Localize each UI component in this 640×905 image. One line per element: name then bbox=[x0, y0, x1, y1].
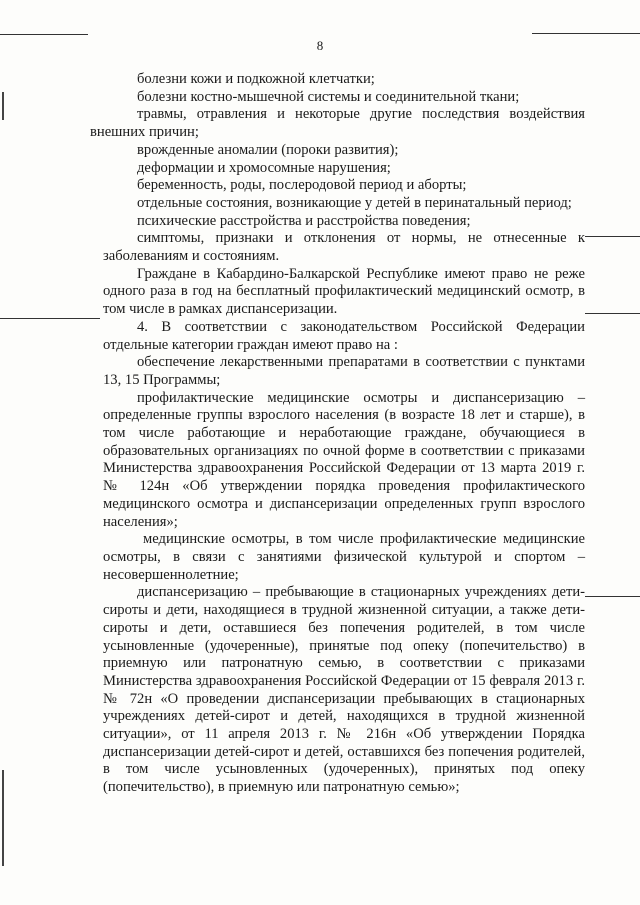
paragraph: диспансеризацию – пребывающие в стационарных учреждениях дети-сироты и дети, находящиеся в трудной жизненной ситуации, а также дети-сироты и дети, оставшиеся без попечения родителей, в том числе усыновленные (удочеренные), принятые под опеку (попечительство) в приемную или патронатную семью, в соответствии с приказами Министерства здравоохранения Российской Федерации от 15 февраля 2013 г. № 72н «О проведении диспансеризации пребывающих в стационарных учреждениях детей-сирот и детей, находящихся в трудной жизненной ситуации», от 11 апреля 2013 г. № 216н «Об утверждении Порядка диспансеризации детей-сирот и детей, оставшихся без попечения родителей, в том числе усыновленных (удочеренных), принятых под опеку (попечительство), в приемную или патронатную семью»; bbox=[103, 584, 585, 796]
paragraph: врожденные аномалии (пороки развития); bbox=[137, 141, 399, 158]
scan-mark-left-bottom bbox=[2, 770, 4, 866]
paragraph: беременность, роды, послеродовой период и аборты; bbox=[137, 177, 467, 194]
paragraph: 4. В соответствии с законодательством Российской Федерации отдельные категории граждан имеют право на : bbox=[103, 318, 585, 353]
paragraph: медицинские осмотры, в том числе профилактические медицинские осмотры, в связи с занятиями физической культурой и спортом – несовершеннолетние; bbox=[103, 531, 585, 583]
scan-line-top-right bbox=[532, 33, 640, 34]
page-number: 8 bbox=[316, 38, 324, 53]
paragraph: Граждане в Кабардино-Балкарской Республике имеют право не реже одного раза в год на бесплатный профилактический медицинский осмотр, в том числе в рамках диспансеризации. bbox=[103, 265, 585, 318]
paragraph: отдельные состояния, возникающие у детей в перинатальный период; bbox=[137, 194, 572, 211]
scan-line-right-2 bbox=[585, 596, 640, 597]
document-body bbox=[90, 71, 585, 797]
paragraph: деформации и хромосомные нарушения; bbox=[137, 159, 391, 176]
paragraph: травмы, отравления и некоторые другие последствия воздействия внешних причин; bbox=[90, 106, 585, 141]
scan-line-right-1 bbox=[585, 313, 640, 314]
paragraph: профилактические медицинские осмотры и диспансеризацию – определенные группы взрослого населения (в возрасте 18 лет и старше), в том числе работающие и неработающие граждане, обучающиеся в образовательных организациях по очной форме в соответствии с приказами Министерства здравоохранения Российской Федерации от 13 марта 2019 г. № 124н «Об утверждении порядка проведения профилактического медицинского осмотра и диспансеризации определенных групп взрослого населения»; bbox=[103, 389, 585, 530]
scan-line-left-1 bbox=[0, 318, 100, 319]
paragraph: симптомы, признаки и отклонения от нормы, не отнесенные к заболеваниям и состояниям. bbox=[103, 230, 585, 265]
scan-line-top-left bbox=[0, 34, 88, 35]
paragraph: болезни костно-мышечной системы и соединительной ткани; bbox=[137, 88, 520, 105]
scan-line-right-3 bbox=[585, 236, 640, 237]
paragraph: болезни кожи и подкожной клетчатки; bbox=[137, 71, 375, 87]
paragraph: психические расстройства и расстройства поведения; bbox=[137, 212, 471, 229]
scan-mark-left-top bbox=[2, 92, 4, 120]
paragraph: обеспечение лекарственными препаратами в соответствии с пунктами 13, 15 Программы; bbox=[103, 354, 585, 388]
